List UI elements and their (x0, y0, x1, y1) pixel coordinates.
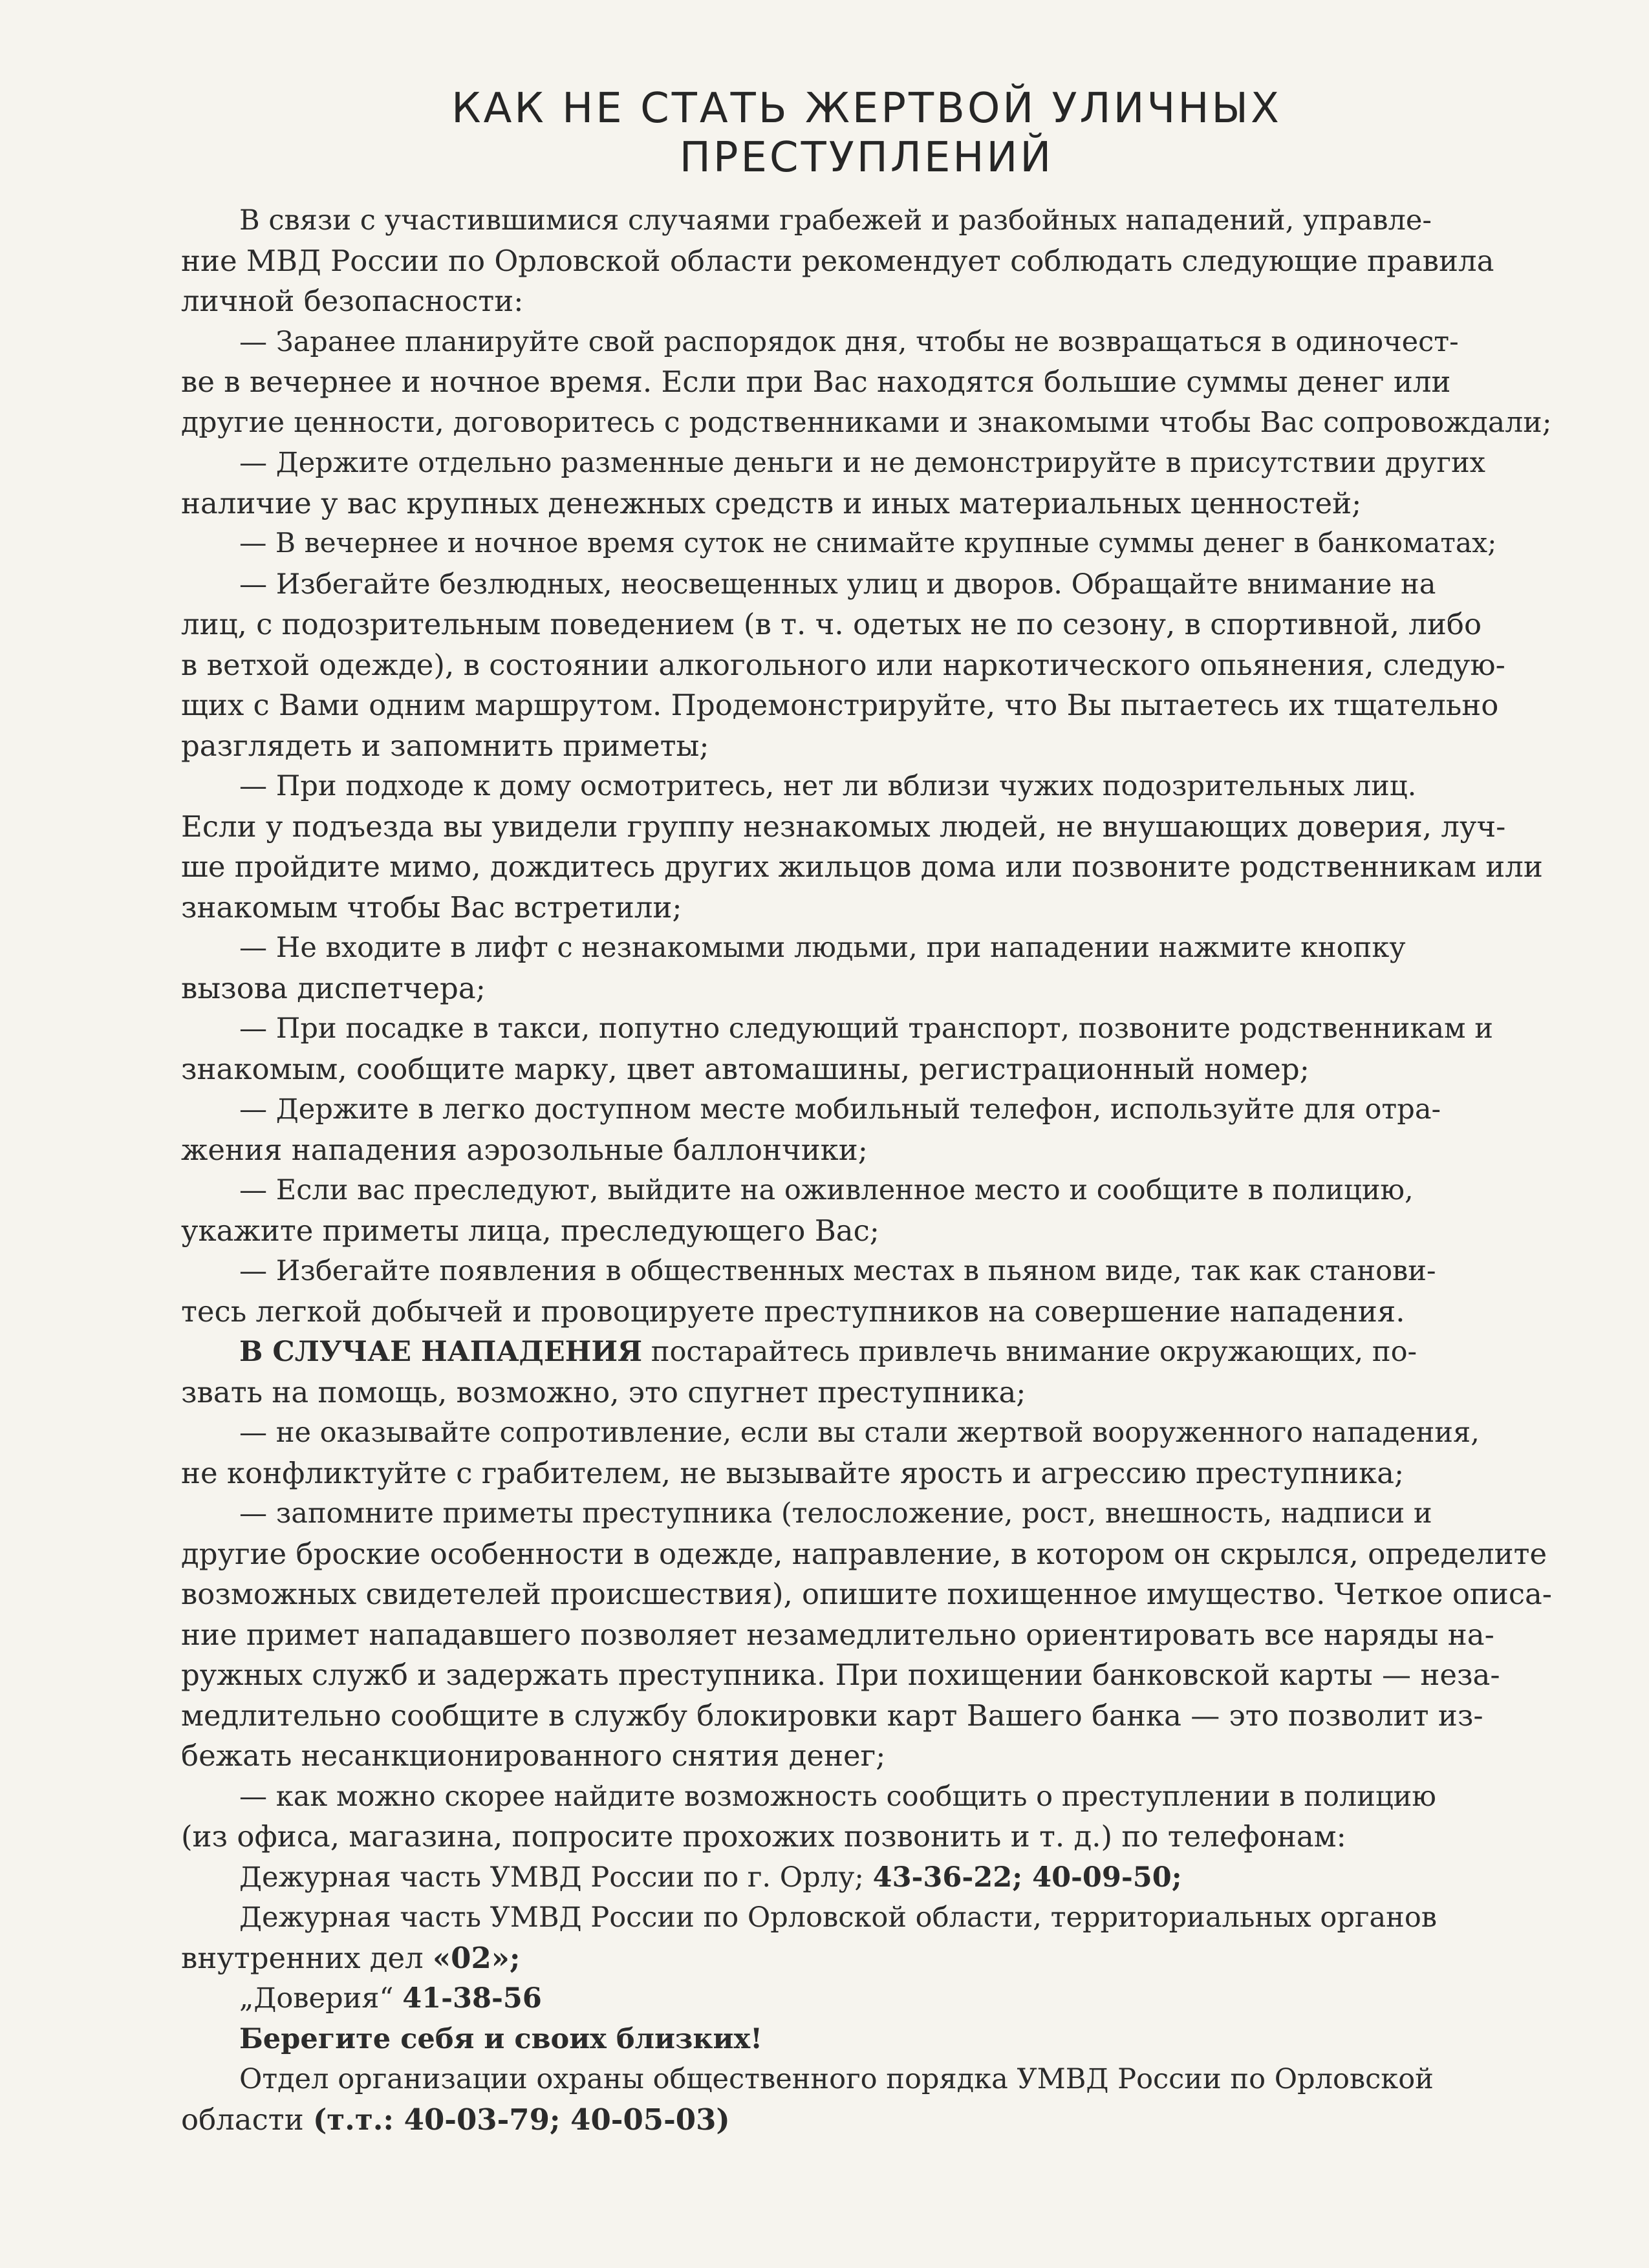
footer-line-2 (181, 2100, 1552, 2141)
attack-line: бежать несанкционированного снятия денег; (181, 1738, 886, 1773)
title-line-1: КАК НЕ СТАТЬ ЖЕРТВОЙ УЛИЧНЫХ (451, 85, 1282, 133)
closing-appeal: Берегите себя и своих близких! (239, 2022, 763, 2055)
attack-heading-rest: постарайтесь привлечь внимание окружающих, по- (642, 1336, 1417, 1368)
attack-line: — запомните приметы преступника (телосложение, рост, внешность, надписи и (239, 1497, 1432, 1530)
document-content (181, 84, 1552, 2140)
body-line: ше пройдите мимо, дождитесь других жильцов дома или позвоните родственникам или (181, 850, 1543, 884)
duty-region-label: внутренних дел (181, 1940, 433, 1975)
trust-line (181, 1978, 1552, 2019)
attack-line: — как можно скорее найдите возможность сообщить о преступлении в полицию (239, 1780, 1436, 1813)
body-line: лиц, с подозрительным поведением (в т. ч. одетых не по сезону, в спортивной, либо (181, 607, 1482, 641)
attack-line: медлительно сообщите в службу блокировки карт Вашего банка — это позволит из- (181, 1698, 1483, 1733)
attack-heading-line (181, 1332, 1552, 1373)
attack-line: — не оказывайте сопротивление, если вы стали жертвой вооруженного нападения, (239, 1417, 1480, 1449)
title-line-2: ПРЕСТУПЛЕНИЙ (679, 134, 1054, 182)
body-line: — В вечернее и ночное время суток не снимайте крупные суммы денег в банкоматах; (239, 528, 1497, 559)
attack-line: ружных служб и задержать преступника. При похищении банковской карты — неза- (181, 1658, 1500, 1692)
attack-line: другие броские особенности в одежде, направление, в котором он скрылся, определите (181, 1536, 1547, 1571)
attack-heading: В СЛУЧАЕ НАПАДЕНИЯ (239, 1336, 643, 1368)
attack-line: (из офиса, магазина, попросите прохожих позвонить и т. д.) по телефонам: (181, 1819, 1346, 1854)
body-line: В связи с участившимися случаями грабежей и разбойных нападений, управле- (239, 204, 1432, 237)
body-line: — Не входите в лифт с незнакомыми людьми, при нападении нажмите кнопку (239, 932, 1406, 964)
duty-orel-phones: 43-36-22; 40-09-50; (872, 1861, 1182, 1894)
attack-line: звать на помощь, возможно, это спугнет преступника; (181, 1375, 1026, 1409)
body-line: разглядеть и запомнить приметы; (181, 728, 709, 763)
footer-phones: (т.т.: 40-03-79; 40-05-03) (313, 2102, 730, 2137)
duty-region-phone: «02»; (433, 1940, 521, 1975)
footer-label: области (181, 2102, 313, 2137)
phone-contacts (181, 1857, 1552, 2141)
body-line: вызова диспетчера; (181, 970, 486, 1005)
attack-line: ние примет нападавшего позволяет незамедлительно ориентировать все наряды на- (181, 1617, 1494, 1652)
document-title (181, 84, 1552, 182)
trust-label: „Доверия“ (239, 1982, 403, 2015)
duty-orel-label: Дежурная часть УМВД России по г. Орлу; (239, 1861, 873, 1894)
body-line: в ветхой одежде), в состоянии алкогольного или наркотического опьянения, следую- (181, 647, 1505, 682)
body-line: — Избегайте безлюдных, неосвещенных улиц и дворов. Обращайте внимание на (239, 568, 1436, 601)
duty-region-line-1: Дежурная часть УМВД России по Орловской области, территориальных органов (239, 1901, 1438, 1934)
body-line: знакомым чтобы Вас встретили; (181, 890, 682, 925)
body-line: — Держите в легко доступном месте мобильный телефон, используйте для отра- (239, 1093, 1441, 1126)
duty-region-line-2 (181, 1938, 1552, 1979)
body-line: знакомым, сообщите марку, цвет автомашины, регистрационный номер; (181, 1051, 1310, 1086)
body-line: щих с Вами одним маршрутом. Продемонстрируйте, что Вы пытаетесь их тщательно (181, 688, 1499, 722)
body-line: — Держите отдельно разменные деньги и не демонстрируйте в присутствии других (239, 447, 1485, 479)
body-line: ве в вечернее и ночное время. Если при Вас находятся большие суммы денег или (181, 365, 1451, 399)
body-line: другие ценности, договоритесь с родственниками и знакомыми чтобы Вас сопровождали; (181, 405, 1552, 439)
footer-line-1: Отдел организации охраны общественного порядка УМВД России по Орловской (239, 2063, 1434, 2095)
body-line: — Если вас преследуют, выйдите на оживленное место и сообщите в полицию, (239, 1174, 1414, 1206)
attack-section (181, 1332, 1552, 1857)
duty-orel-line (181, 1857, 1552, 1898)
body-line: Если у подъезда вы увидели группу незнакомых людей, не внушающих доверия, луч- (181, 809, 1506, 844)
body-line: — Избегайте появления в общественных местах в пьяном виде, так как станови- (239, 1255, 1436, 1287)
body-line: укажите приметы лица, преследующего Вас; (181, 1213, 879, 1248)
attack-line: не конфликтуйте с грабителем, не вызывайте ярость и агрессию преступника; (181, 1455, 1405, 1490)
body-line: — Заранее планируйте свой распорядок дня, чтобы не возвращаться в одиночест- (239, 325, 1459, 358)
recommendations-body (181, 200, 1552, 1332)
body-line: наличие у вас крупных денежных средств и иных материальных ценностей; (181, 486, 1362, 520)
attack-instructions (181, 1373, 1552, 1857)
attack-line: возможных свидетелей происшествия), опишите похищенное имущество. Четкое описа- (181, 1577, 1552, 1611)
body-line: тесь легкой добычей и провоцируете преступников на совершение нападения. (181, 1294, 1405, 1329)
body-line: жения нападения аэрозольные баллончики; (181, 1132, 868, 1167)
trust-phone: 41-38-56 (402, 1982, 542, 2015)
body-line: личной безопасности: (181, 284, 524, 318)
body-line: — При посадке в такси, попутно следующий транспорт, позвоните родственникам и (239, 1012, 1493, 1045)
body-line: ние МВД России по Орловской области рекомендует соблюдать следующие правила (181, 243, 1494, 278)
body-line: — При подходе к дому осмотритесь, нет ли вблизи чужих подозрительных лиц. (239, 770, 1417, 802)
